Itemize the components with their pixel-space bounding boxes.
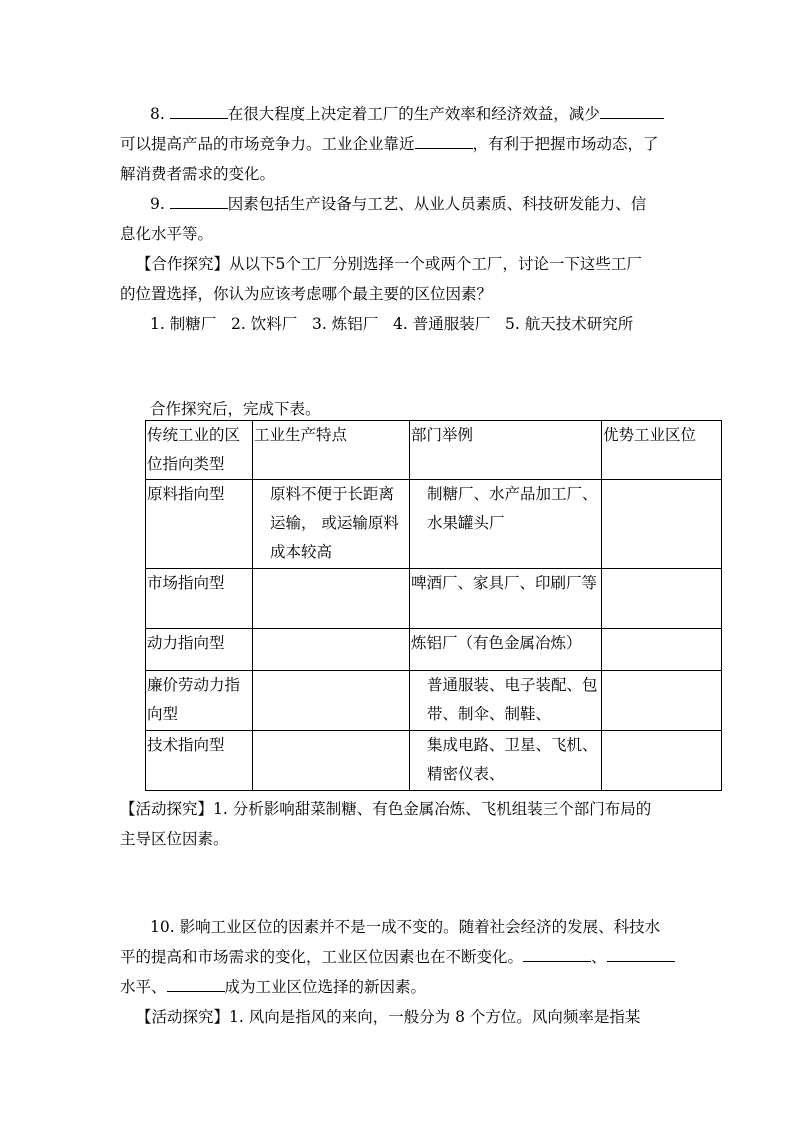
- table-header-row: [146, 421, 722, 480]
- q8-blank-3[interactable]: [415, 134, 473, 149]
- table-row: [146, 629, 722, 671]
- q8-text-2: 可以提高产品的市场竞争力。工业企业靠近: [120, 135, 415, 153]
- q8-blank-1[interactable]: [170, 104, 228, 119]
- row-type: 原料指向型: [147, 485, 225, 503]
- q8-line-1: [150, 103, 664, 125]
- row-location-cell[interactable]: [602, 629, 722, 671]
- q10-text-2a: 平的提高和市场需求的变化，工业区位因素也在不断变化。: [120, 948, 524, 966]
- q9-text-2: 息化水平等。: [120, 225, 214, 243]
- q10-text-2b: 、: [591, 948, 607, 966]
- row-example: 炼铝厂（有色金属冶炼）: [411, 634, 582, 652]
- location-type-table: [145, 420, 722, 791]
- row-location-cell[interactable]: [602, 731, 722, 791]
- header-location: 优势工业区位: [602, 421, 722, 480]
- table-row: [146, 671, 722, 731]
- row-example: 啤酒厂、家具厂、印刷厂等: [411, 574, 598, 592]
- row-feature: 原料不便于长距离运输， 或运输原料成本较高: [270, 485, 399, 561]
- q9-blank-1[interactable]: [170, 194, 228, 209]
- q8-number: 8.: [150, 105, 165, 123]
- q10-line-1: 10. 影响工业区位的因素并不是一成不变的。随着社会经济的发展、科技水: [150, 918, 661, 936]
- coop-factory-list: 1. 制糖厂 2. 饮料厂 3. 炼铝厂 4. 普通服装厂 5. 航天技术研究所: [150, 315, 634, 333]
- q10-text-3b: 成为工业区位选择的新因素。: [224, 978, 427, 996]
- q10-blank-3[interactable]: [167, 977, 225, 992]
- q8-blank-2[interactable]: [600, 104, 664, 119]
- q10-blank-1[interactable]: [523, 947, 591, 962]
- row-type: 市场指向型: [147, 574, 225, 592]
- q10-text-3a: 水平、: [120, 978, 167, 996]
- coop-line-1: 【合作探究】从以下5个工厂分别选择一个或两个工厂，讨论一下这些工厂: [136, 255, 642, 273]
- row-example: 普通服装、电子装配、包带、制伞、制鞋、: [427, 676, 598, 723]
- q9-line-1: [150, 193, 646, 215]
- q9-text-1: 因素包括生产设备与工艺、从业人员素质、科技研发能力、信: [227, 195, 647, 213]
- row-type: 技术指向型: [147, 736, 225, 754]
- row-feature-cell[interactable]: [253, 629, 410, 671]
- row-feature-cell[interactable]: [253, 671, 410, 731]
- row-location-cell[interactable]: [602, 569, 722, 629]
- q10-line-2: [120, 946, 675, 968]
- header-feature: 工业生产特点: [253, 421, 410, 480]
- q9-line-2: [120, 223, 213, 245]
- activity1-line-2: 主导区位因素。: [120, 830, 229, 848]
- q8-text-1: 在很大程度上决定着工厂的生产效率和经济效益，减少: [227, 105, 600, 123]
- q8-text-4: 解消费者需求的变化。: [120, 165, 276, 183]
- q10-line-3: [120, 976, 426, 998]
- header-type: 传统工业的区位指向类型: [146, 421, 253, 480]
- coop-line-2: 的位置选择，你认为应该考虑哪个最主要的区位因素？: [120, 285, 493, 303]
- row-type: 动力指向型: [147, 634, 225, 652]
- row-location-cell[interactable]: [602, 480, 722, 569]
- table-row: [146, 731, 722, 791]
- row-location-cell[interactable]: [602, 671, 722, 731]
- header-example: 部门举例: [410, 421, 602, 480]
- table-caption: 合作探究后，完成下表。: [150, 400, 321, 418]
- q8-text-3: ，有利于把握市场动态，了: [472, 135, 659, 153]
- q9-number: 9.: [150, 195, 165, 213]
- q10-blank-2[interactable]: [607, 947, 675, 962]
- table-row: [146, 569, 722, 629]
- row-example: 制糖厂、水产品加工厂、水果罐头厂: [427, 485, 598, 532]
- q8-line-3: [120, 163, 275, 185]
- q8-line-2: [120, 133, 659, 155]
- row-type: 廉价劳动力指向型: [147, 676, 241, 723]
- row-example: 集成电路、卫星、飞机、精密仪表、: [427, 736, 598, 783]
- activity2-line-1: 【活动探究】1. 风向是指风的来向，一般分为 8 个方位。风向频率是指某: [136, 1008, 641, 1026]
- activity1-line-1: 【活动探究】1. 分析影响甜菜制糖、有色金属冶炼、飞机组装三个部门布局的: [120, 800, 652, 818]
- row-feature-cell[interactable]: [253, 731, 410, 791]
- table-row: [146, 480, 722, 569]
- row-feature-cell[interactable]: [253, 569, 410, 629]
